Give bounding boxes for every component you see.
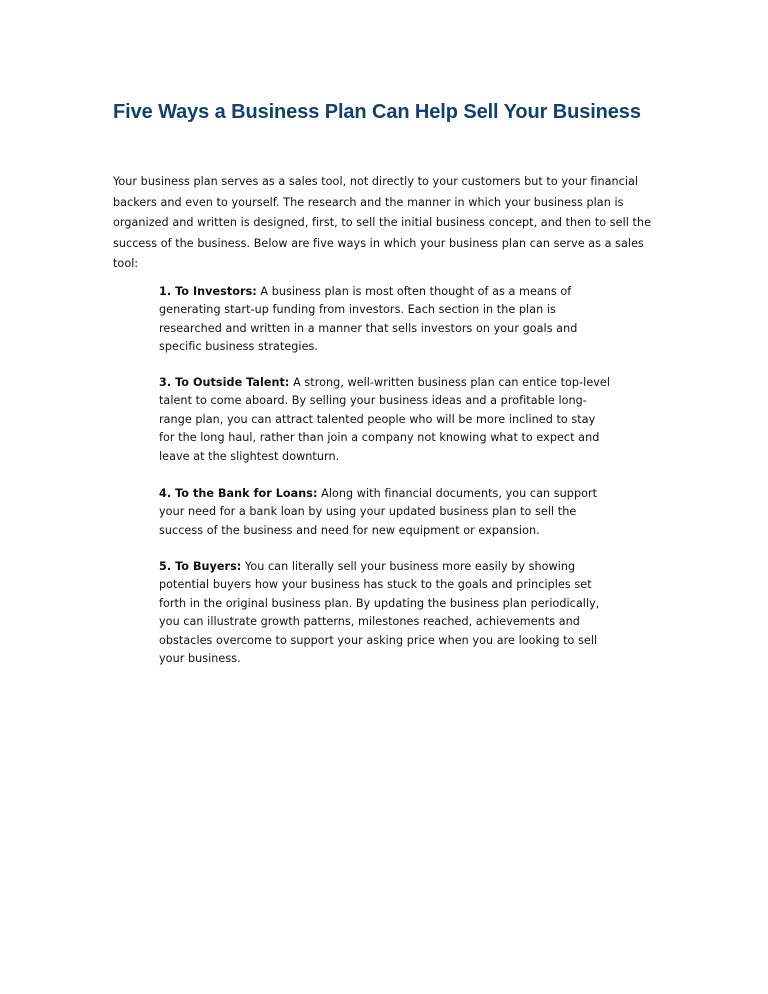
item-heading: 5. To Buyers: — [159, 560, 242, 573]
list-item-bank-loans — [159, 485, 611, 540]
page-title: Five Ways a Business Plan Can Help Sell Your Business — [113, 101, 641, 123]
item-heading: 1. To Investors: — [159, 285, 257, 298]
list-item-outside-talent — [159, 374, 611, 466]
item-text: A strong, well-written business plan can entice top-level talent to come aboard. By selling your business ideas and a profitable long-range plan, you can attract talented people who will be more inclined to stay for the long haul, rather than join a company not knowing what to expect and leave at the slightest downturn. — [159, 376, 611, 463]
item-heading: 4. To the Bank for Loans: — [159, 487, 318, 500]
item-heading: 3. To Outside Talent: — [159, 376, 290, 389]
item-text: You can literally sell your business more easily by showing potential buyers how your business has stuck to the goals and principles set forth in the original business plan. By updating the business plan periodically, you can illustrate growth patterns, milestones reached, achievements and obstacles overcome to support your asking price when you are looking to sell your business. — [159, 560, 600, 666]
list-item-investors — [159, 283, 611, 357]
item-text: Along with financial documents, you can support your need for a bank loan by using your updated business plan to sell the success of the business and need for new equipment or expansion. — [159, 487, 598, 537]
list-item-buyers — [159, 558, 611, 668]
intro-paragraph: Your business plan serves as a sales tool, not directly to your customers but to your financial backers and even to yourself. The research and the manner in which your business plan is organized and written is designed, first, to sell the initial business concept, and then to sell the success of the business. Below are five ways in which your business plan can serve as a sales tool: — [113, 175, 652, 271]
item-text: A business plan is most often thought of as a means of generating start-up funding from investors. Each section in the plan is researched and written in a manner that sells investors on your goals and specific business strategies. — [159, 285, 578, 354]
